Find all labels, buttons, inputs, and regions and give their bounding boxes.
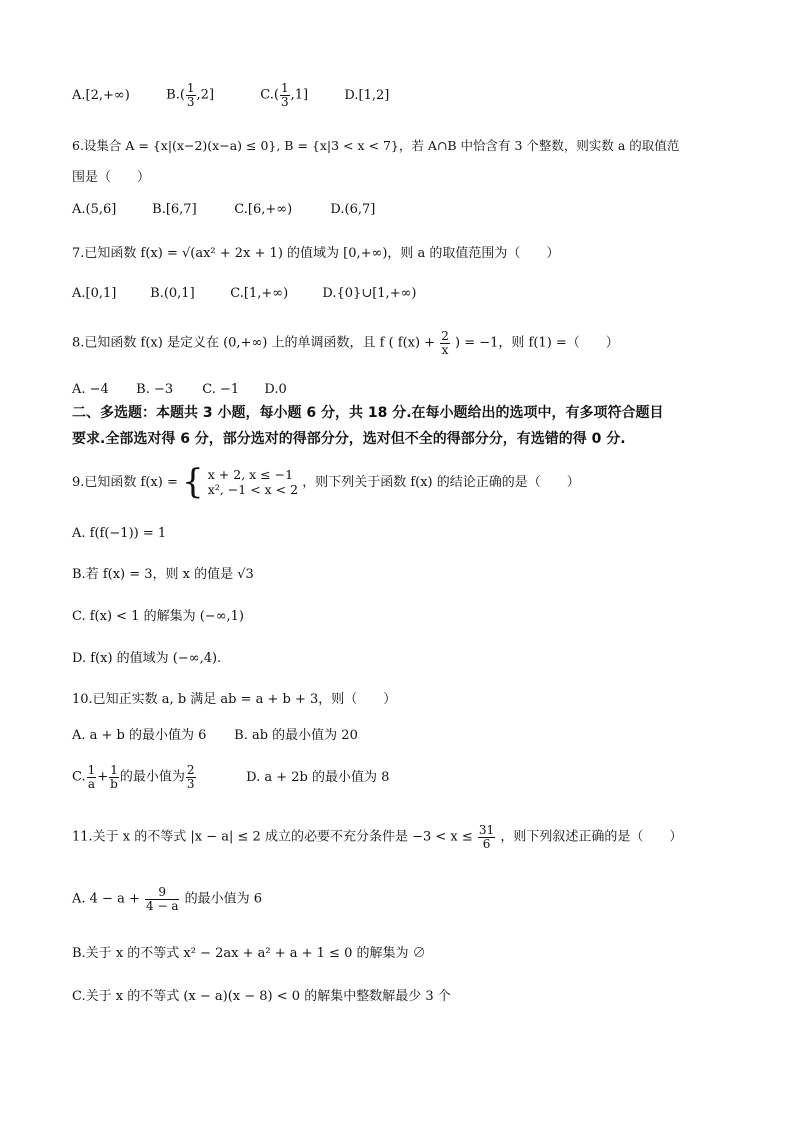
q7-option-a: A.[0,1] bbox=[72, 286, 117, 301]
section-2-heading-line1: 二、多选题：本题共 3 小题，每小题 6 分，共 18 分.在每小题给出的选项中，有多项符合题目 bbox=[72, 405, 664, 421]
q6-option-a: A.(5,6] bbox=[72, 202, 117, 217]
q8-option-a: A. −4 bbox=[72, 382, 109, 397]
section-2-heading-line2: 要求.全部选对得 6 分，部分选对的得部分分，选对但不全的得部分分，有选错的得 0 分. bbox=[72, 431, 626, 447]
q5-option-a: A.[2,+∞) bbox=[72, 87, 130, 103]
q5-options bbox=[72, 82, 389, 108]
q6-option-c: C.[6,+∞) bbox=[234, 202, 293, 217]
q5-option-b: B.( $\frac{1}{3}$ ,2] bbox=[166, 81, 215, 109]
q10-options-ab bbox=[72, 728, 358, 744]
q9-option-a: A. f(f(−1)) = 1 bbox=[72, 526, 167, 541]
q6-options bbox=[72, 202, 375, 218]
q6-option-b: B.[6,7] bbox=[152, 202, 197, 217]
q5-option-d: D.[1,2] bbox=[344, 87, 390, 103]
q10-stem: 10.已知正实数 a, b 满足 ab = a + b + 3，则（ ） bbox=[72, 692, 397, 707]
q7-option-b: B.(0,1] bbox=[150, 286, 195, 301]
q11-option-b: B.关于 x 的不等式 x² − 2ax + a² + a + 1 ≤ 0 的解集为 ∅ bbox=[72, 946, 426, 961]
q11-option-c: C.关于 x 的不等式 (x − a)(x − 8) < 0 的解集中整数解最少 3 个 bbox=[72, 989, 451, 1004]
q7-stem: 7.已知函数 f(x) = √(ax² + 2x + 1) 的值域为 [0,+∞)，则 a 的取值范围为（ ） bbox=[72, 246, 560, 261]
q9-stem: 9.已知函数 f(x) = { x + 2, x ≤ −1 x², −1 < x < 2 ，则下列关于函数 f(x) 的结论正确的是（ ） bbox=[72, 462, 580, 502]
q8-option-d: D.0 bbox=[264, 382, 287, 397]
q6-stem-line1: 6.设集合 A = {x|(x−2)(x−a) ≤ 0}, B = {x|3 < x < 7}，若 A∩B 中恰含有 3 个整数，则实数 a 的取值范 bbox=[72, 138, 680, 153]
q9-option-b: B.若 f(x) = 3，则 x 的值是 √3 bbox=[72, 567, 254, 582]
q8-option-b: B. −3 bbox=[136, 382, 174, 397]
q7-options bbox=[72, 286, 417, 302]
q10-option-c: C. $\frac{1}{a}$ + $\frac{1}{b}$ 的最小值为 $\frac{2}{3}$ bbox=[72, 763, 195, 791]
q7-option-c: C.[1,+∞) bbox=[230, 286, 289, 301]
piecewise-brace: { bbox=[182, 462, 204, 502]
q9-option-d: D. f(x) 的值域为 (−∞,4). bbox=[72, 651, 222, 666]
q11-option-a: A. 4 − a + $\frac{9}{4 - a}$ 的最小值为 6 bbox=[72, 885, 263, 913]
q8-options bbox=[72, 382, 287, 398]
piecewise-cases: x + 2, x ≤ −1 x², −1 < x < 2 bbox=[207, 466, 299, 498]
q10-option-a: A. a + b 的最小值为 6 bbox=[72, 728, 207, 743]
q10-options-cd bbox=[72, 764, 389, 790]
q6-option-d: D.(6,7] bbox=[330, 202, 376, 217]
q7-option-d: D.{0}∪[1,+∞) bbox=[322, 286, 417, 301]
q8-option-c: C. −1 bbox=[202, 382, 240, 397]
q11-stem: 11.关于 x 的不等式 |x − a| ≤ 2 成立的必要不充分条件是 −3 < x ≤ $\frac{31}{6}$ ，则下列叙述正确的是（ ） bbox=[72, 823, 683, 851]
q10-option-b: B. ab 的最小值为 20 bbox=[234, 728, 358, 743]
q5-option-c: C.( $\frac{1}{3}$ ,1] bbox=[260, 81, 309, 109]
q6-stem-line2: 围是（ ） bbox=[72, 170, 151, 185]
q10-option-d: D. a + 2b 的最小值为 8 bbox=[246, 769, 390, 785]
q9-option-c: C. f(x) < 1 的解集为 (−∞,1) bbox=[72, 609, 244, 624]
q8-stem: 8.已知函数 f(x) 是定义在 (0,+∞) 上的单调函数，且 f ( f(x) + $\frac{2}{x}$ ) = −1，则 f(1) =（ ） bbox=[72, 329, 619, 357]
